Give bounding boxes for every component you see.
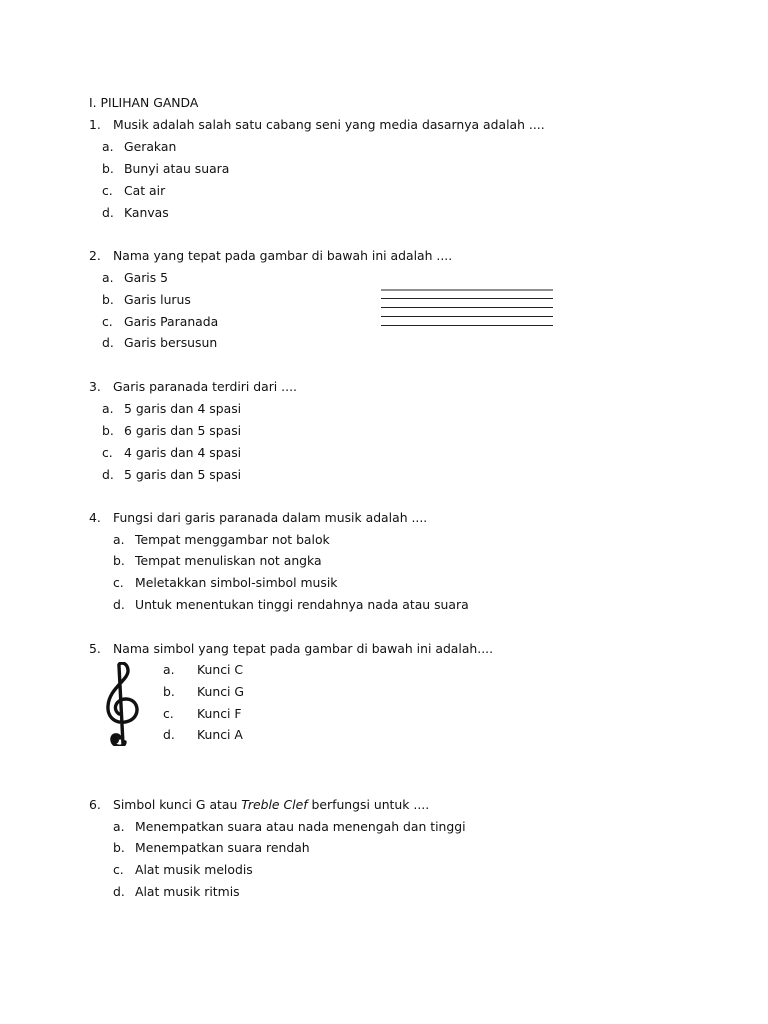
option-1d bbox=[102, 205, 169, 221]
option-6c bbox=[113, 862, 253, 878]
question-1 bbox=[89, 117, 545, 133]
option-5d bbox=[163, 727, 243, 743]
option-5c bbox=[163, 706, 242, 722]
option-text: Kunci F bbox=[197, 706, 242, 721]
option-text: Bunyi atau suara bbox=[124, 161, 230, 176]
option-text: Kanvas bbox=[124, 205, 169, 220]
question-text: Garis paranada terdiri dari .... bbox=[113, 379, 297, 394]
question-2 bbox=[89, 248, 453, 264]
option-2c bbox=[102, 314, 219, 330]
question-number: 1. bbox=[89, 117, 101, 132]
option-text: Garis 5 bbox=[124, 270, 169, 285]
option-letter: c. bbox=[102, 445, 113, 460]
option-4a bbox=[113, 532, 330, 548]
question-number: 4. bbox=[89, 510, 101, 525]
music-staff-image bbox=[381, 289, 553, 327]
option-3b bbox=[102, 423, 242, 439]
option-text: Alat musik melodis bbox=[135, 862, 253, 877]
question-number: 3. bbox=[89, 379, 101, 394]
option-text: Cat air bbox=[124, 183, 166, 198]
option-letter: b. bbox=[102, 423, 114, 438]
option-letter: b. bbox=[113, 553, 125, 568]
option-1b bbox=[102, 161, 230, 177]
option-2b bbox=[102, 292, 191, 308]
option-letter: b. bbox=[102, 292, 114, 307]
option-text: Tempat menggambar not balok bbox=[135, 532, 330, 547]
option-6d bbox=[113, 884, 240, 900]
italic-term: Treble Clef bbox=[241, 797, 308, 812]
option-2a bbox=[102, 270, 169, 286]
option-letter: a. bbox=[102, 139, 114, 154]
option-6a bbox=[113, 819, 466, 835]
option-text: Menempatkan suara atau nada menengah dan tinggi bbox=[135, 819, 466, 834]
option-4b bbox=[113, 553, 322, 569]
option-letter: a. bbox=[102, 401, 114, 416]
option-3c bbox=[102, 445, 242, 461]
option-4d bbox=[113, 597, 469, 613]
question-text: Fungsi dari garis paranada dalam musik adalah .... bbox=[113, 510, 428, 525]
option-letter: d. bbox=[113, 884, 125, 899]
question-text: Nama yang tepat pada gambar di bawah ini adalah .... bbox=[113, 248, 453, 263]
option-letter: a. bbox=[163, 662, 175, 677]
question-number: 5. bbox=[89, 641, 101, 656]
option-letter: d. bbox=[102, 335, 114, 350]
option-letter: b. bbox=[102, 161, 114, 176]
option-letter: a. bbox=[113, 819, 125, 834]
option-letter: d. bbox=[163, 727, 175, 742]
option-3a bbox=[102, 401, 242, 417]
option-5b bbox=[163, 684, 245, 700]
option-text: Garis lurus bbox=[124, 292, 191, 307]
option-letter: c. bbox=[113, 862, 124, 877]
section-title: I. PILIHAN GANDA bbox=[89, 95, 199, 110]
option-text: Meletakkan simbol-simbol musik bbox=[135, 575, 338, 590]
option-letter: c. bbox=[102, 314, 113, 329]
question-text: Musik adalah salah satu cabang seni yang media dasarnya adalah .... bbox=[113, 117, 545, 132]
option-1c bbox=[102, 183, 166, 199]
option-letter: d. bbox=[113, 597, 125, 612]
option-2d bbox=[102, 335, 218, 351]
option-letter: c. bbox=[102, 183, 113, 198]
option-text: Tempat menuliskan not angka bbox=[135, 553, 322, 568]
option-4c bbox=[113, 575, 338, 591]
option-letter: b. bbox=[113, 840, 125, 855]
question-number: 2. bbox=[89, 248, 101, 263]
option-text: 4 garis dan 4 spasi bbox=[124, 445, 242, 460]
option-text: 5 garis dan 4 spasi bbox=[124, 401, 242, 416]
option-3d bbox=[102, 467, 242, 483]
option-text: Gerakan bbox=[124, 139, 177, 154]
question-6 bbox=[89, 797, 430, 813]
option-letter: d. bbox=[102, 205, 114, 220]
option-text: Kunci C bbox=[197, 662, 244, 677]
option-text: Garis bersusun bbox=[124, 335, 218, 350]
question-5 bbox=[89, 641, 494, 657]
question-text: Nama simbol yang tepat pada gambar di bawah ini adalah.... bbox=[113, 641, 494, 656]
option-letter: b. bbox=[163, 684, 175, 699]
question-text: Simbol kunci G atau Treble Clef berfungsi untuk .... bbox=[113, 797, 430, 812]
question-3 bbox=[89, 379, 297, 395]
option-5a bbox=[163, 662, 244, 678]
option-letter: d. bbox=[102, 467, 114, 482]
question-number: 6. bbox=[89, 797, 101, 812]
option-letter: c. bbox=[113, 575, 124, 590]
option-letter: a. bbox=[102, 270, 114, 285]
option-text: Untuk menentukan tinggi rendahnya nada atau suara bbox=[135, 597, 469, 612]
option-text: 6 garis dan 5 spasi bbox=[124, 423, 242, 438]
question-4 bbox=[89, 510, 428, 526]
option-text: Kunci A bbox=[197, 727, 243, 742]
option-text: Garis Paranada bbox=[124, 314, 219, 329]
option-letter: a. bbox=[113, 532, 125, 547]
option-text: Alat musik ritmis bbox=[135, 884, 240, 899]
option-letter: c. bbox=[163, 706, 174, 721]
option-6b bbox=[113, 840, 310, 856]
option-1a bbox=[102, 139, 177, 155]
option-text: 5 garis dan 5 spasi bbox=[124, 467, 242, 482]
treble-clef-icon bbox=[100, 662, 146, 746]
option-text: Kunci G bbox=[197, 684, 245, 699]
option-text: Menempatkan suara rendah bbox=[135, 840, 310, 855]
